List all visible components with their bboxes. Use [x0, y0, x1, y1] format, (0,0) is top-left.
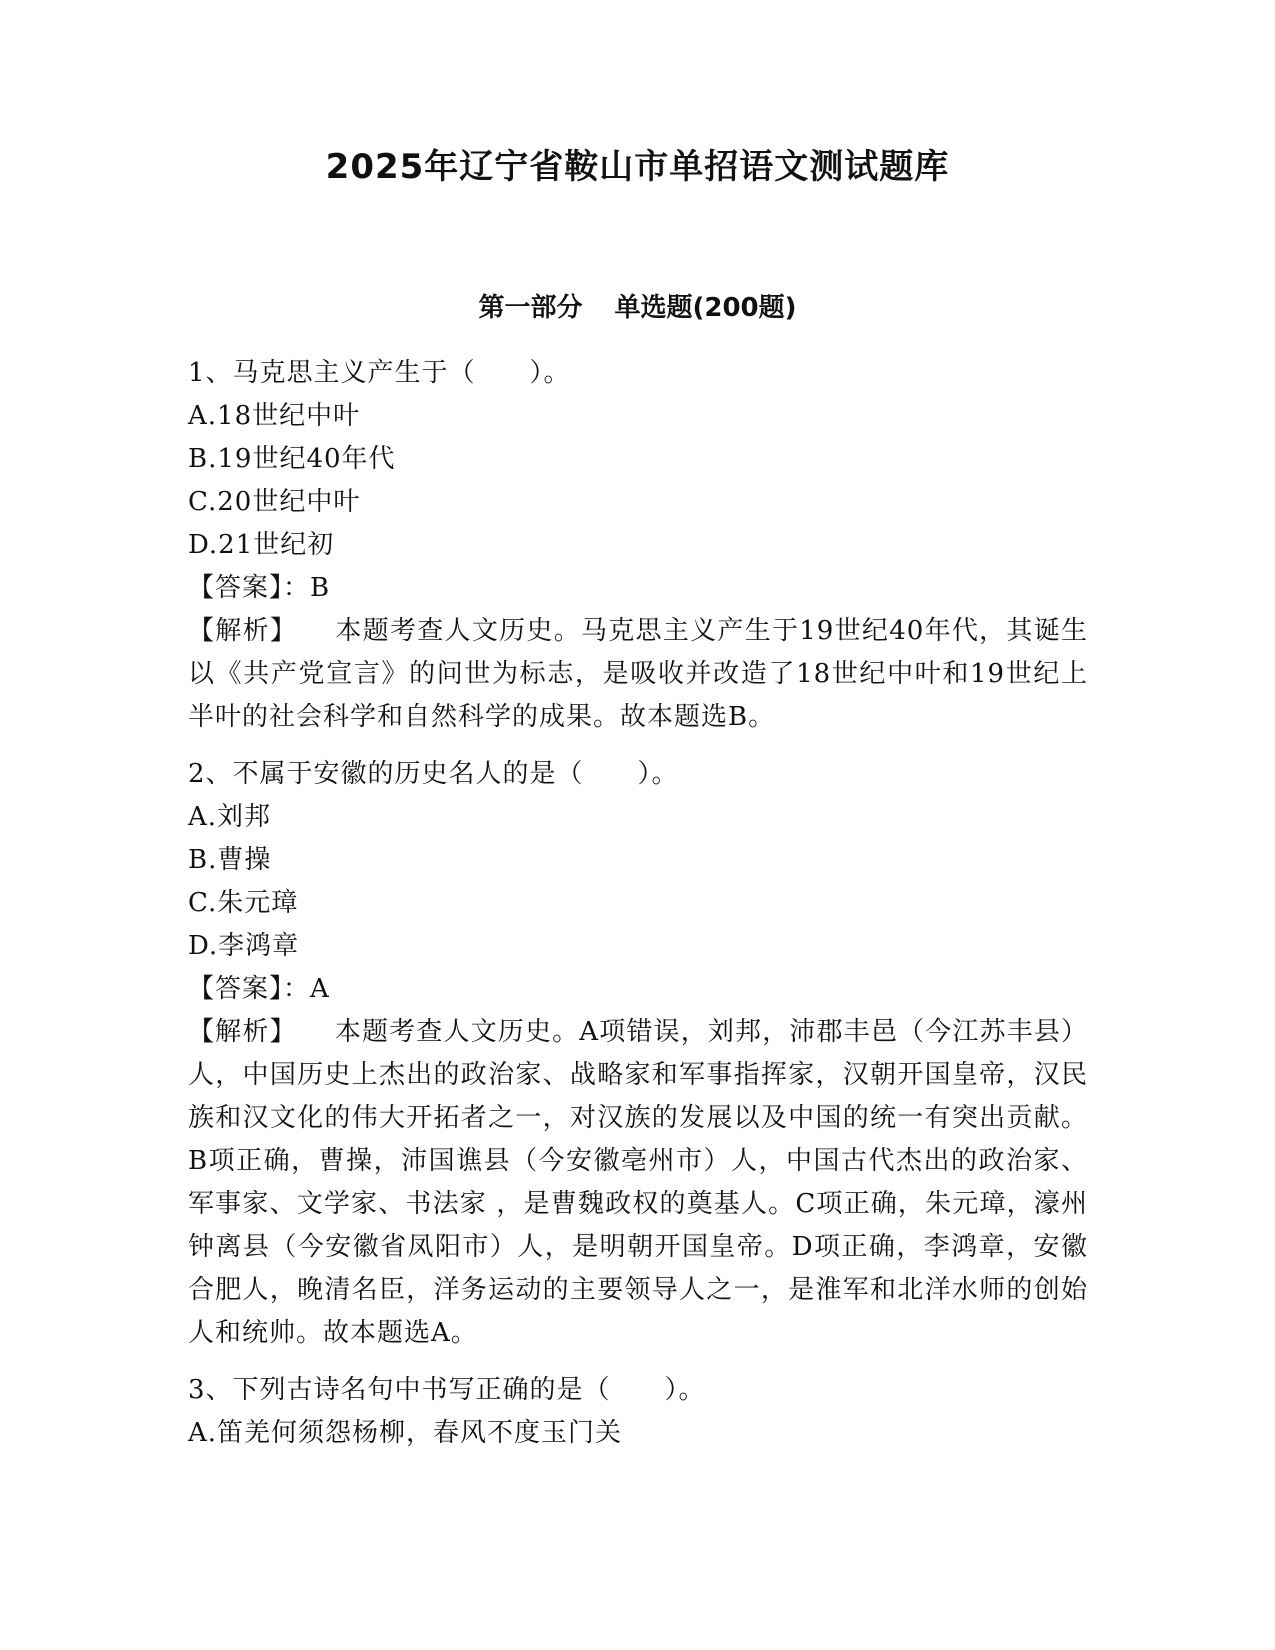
analysis-text: 本题考查人文历史。马克思主义产生于19世纪40年代，其诞生以《共产党宣言》的问世为标志，是吸收并改造了18世纪中叶和19世纪上半叶的社会科学和自然科学的成果。故本题选B。: [188, 616, 1088, 732]
option-a: A.18世纪中叶: [188, 401, 361, 431]
question-stem: 3、下列古诗名句中书写正确的是（ ）。: [188, 1375, 706, 1405]
answer-label: 【答案】：: [188, 974, 311, 1004]
option-d: D.李鸿章: [188, 931, 300, 961]
question-stem: 1、马克思主义产生于（ ）。: [188, 358, 571, 388]
answer-label: 【答案】：: [188, 573, 311, 603]
document-title: 2025年辽宁省鞍山市单招语文测试题库: [325, 147, 950, 187]
answer-value: A: [310, 974, 330, 1004]
option-d: D.21世纪初: [188, 530, 335, 560]
option-c: C.朱元璋: [188, 888, 299, 918]
section-part: 第一部分: [478, 293, 583, 323]
question-2: [188, 753, 1088, 1355]
section-name: 单选题(200题): [614, 293, 797, 323]
answer-line: [188, 968, 1088, 1011]
analysis-paragraph: [188, 610, 1088, 739]
question-1: [188, 352, 1088, 739]
option-a: A.笛羌何须怨杨柳，春风不度玉门关: [188, 1418, 623, 1448]
answer-value: B: [310, 573, 331, 603]
option-b: B.曹操: [188, 845, 272, 875]
question-list: [188, 352, 1088, 1455]
answer-line: [188, 567, 1088, 610]
analysis-paragraph: [188, 1011, 1088, 1355]
option-c: C.20世纪中叶: [188, 487, 361, 517]
analysis-label: 【解析】: [188, 1017, 297, 1047]
option-b: B.19世纪40年代: [188, 444, 396, 474]
question-3: [188, 1369, 1088, 1455]
analysis-text: 本题考查人文历史。A项错误，刘邦，沛郡丰邑（今江苏丰县）人，中国历史上杰出的政治家、战略家和军事指挥家，汉朝开国皇帝，汉民族和汉文化的伟大开拓者之一，对汉族的发展以及中国的统一有突出贡献。B项正确，曹操，沛国谯县（今安徽亳州市）人，中国古代杰出的政治家、军事家、文学家、书法家 ，是曹魏政权的奠基人。C项正确，朱元璋，濠州钟离县（今安徽省凤阳市）人，是明朝开国皇帝。D项正确，李鸿章，安徽合肥人，晚清名臣，洋务运动的主要领导人之一，是淮军和北洋水师的创始人和统帅。故本题选A。: [188, 1017, 1088, 1348]
analysis-label: 【解析】: [188, 616, 298, 646]
question-stem: 2、不属于安徽的历史名人的是（ ）。: [188, 759, 679, 789]
section-heading: [0, 290, 1275, 326]
option-a: A.刘邦: [188, 802, 272, 832]
